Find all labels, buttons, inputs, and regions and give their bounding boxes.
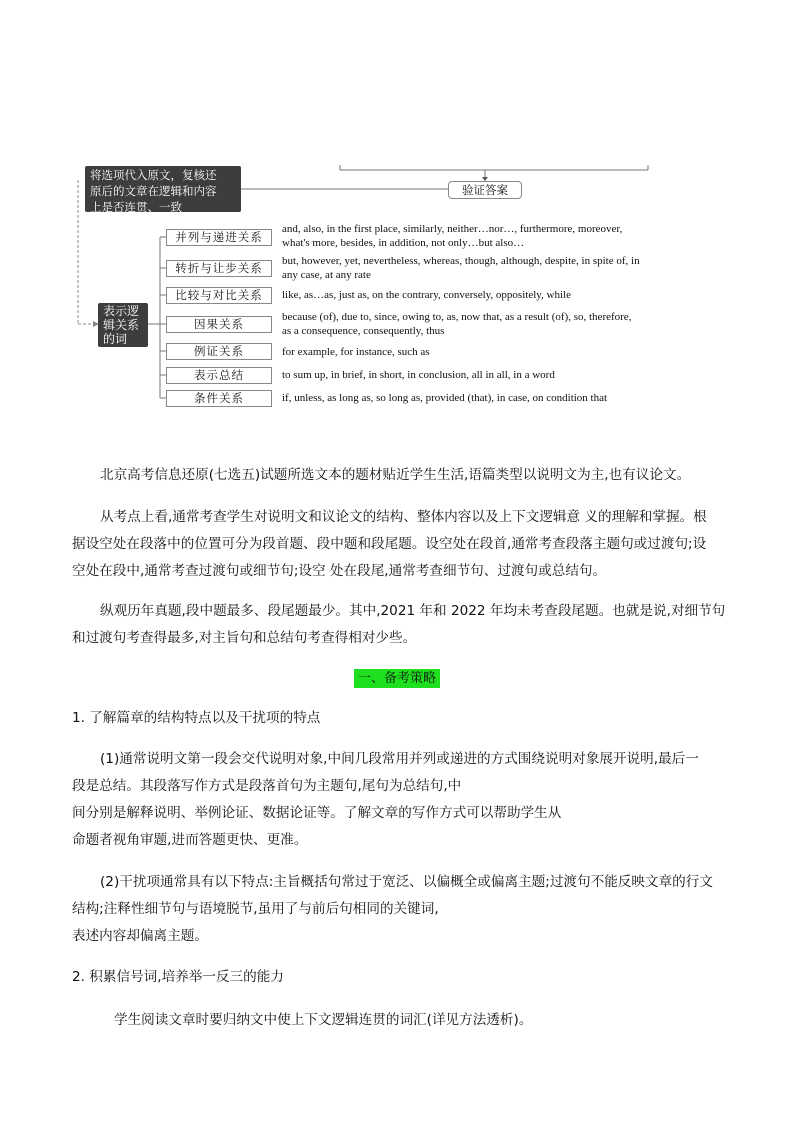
item-1-paragraph-1: [72, 746, 722, 854]
relation-words-line: and, also, in the first place, similarly, neither…nor…, furthermore, moreover,: [282, 223, 623, 235]
logic-words-box: [98, 303, 148, 347]
relation-words-line: like, as…as, just as, on the contrary, conversely, oppositely, while: [282, 289, 571, 301]
paragraph-line: 从考点上看,通常考查学生对说明文和议论文的结构、整体内容以及上下文逻辑意 义的理解和掌握。根: [100, 509, 707, 525]
relation-label: 比较与对比关系: [166, 287, 272, 304]
item-2-title: 2. 积累信号词,培养举一反三的能力: [72, 969, 284, 985]
paragraph-intro: 北京高考信息还原(七选五)试题所选文本的题材贴近学生生活,语篇类型以说明文为主,也有议论文。: [100, 467, 691, 483]
verify-note-line: 上是否连贯、一致: [90, 200, 182, 214]
paragraph-line: 间分别是解释说明、举例论证、数据论证等。了解文章的写作方式可以帮助学生从: [72, 805, 562, 821]
paragraph-test-points: [72, 504, 722, 585]
verify-note-box: [85, 166, 241, 212]
relation-words: [282, 391, 742, 405]
paragraph-line: 段是总结。其段落写作方式是段落首句为主题句,尾句为总结句,中: [72, 778, 462, 794]
paragraph-line: (2)干扰项通常具有以下特点:主旨概括句常过于宽泛、以偏概全或偏离主题;过渡句不能反映文章的行文: [100, 874, 713, 890]
verify-note-line: 原后的文章在逻辑和内容: [90, 184, 217, 198]
relation-words-line: any case, at any rate: [282, 269, 371, 281]
relation-words: [282, 288, 742, 302]
paragraph-line: 命题者视角审题,进而答题更快、更准。: [72, 832, 308, 848]
paragraph-line: (1)通常说明文第一段会交代说明对象,中间几段常用并列或递进的方式围绕说明对象展开说明,最后一: [100, 751, 699, 767]
relation-words-line: but, however, yet, nevertheless, whereas, though, although, despite, in spite of, in: [282, 255, 640, 267]
paragraph-line: 表述内容却偏离主题。: [72, 928, 208, 944]
verify-note-line: 将选项代入原文，复核还: [90, 168, 217, 182]
paragraph-line: 空处在段中,通常考查过渡句或细节句;设空 处在段尾,通常考查细节句、过渡句或总结句。: [72, 563, 607, 579]
paragraph-line: 结构;注释性细节句与语境脱节,虽用了与前后句相同的关键词,: [72, 901, 439, 917]
relation-words-line: for example, for instance, such as: [282, 346, 430, 358]
paragraph-history: [72, 598, 726, 652]
item-2-paragraph: 学生阅读文章时要归纳文中使上下文逻辑连贯的词汇(详见方法透析)。: [114, 1012, 533, 1028]
paragraph-line: 据设空处在段落中的位置可分为段首题、段中题和段尾题。设空处在段首,通常考查段落主题句或过渡句;设: [72, 536, 707, 552]
verify-answer-box: 验证答案: [448, 181, 522, 199]
logic-box-line: 辑关系: [103, 318, 140, 332]
relation-words: [282, 222, 742, 250]
logic-box-line: 表示逻: [103, 304, 140, 318]
relation-label: 例证关系: [166, 343, 272, 360]
relation-label: 条件关系: [166, 390, 272, 407]
relation-words-line: if, unless, as long as, so long as, provided (that), in case, on condition that: [282, 392, 608, 404]
relation-words: [282, 368, 742, 382]
item-1-paragraph-2: [72, 869, 722, 950]
relation-words-line: what's more, besides, in addition, not only…but also…: [282, 237, 525, 249]
relation-words-line: to sum up, in brief, in short, in conclusion, all in all, in a word: [282, 369, 555, 381]
relation-words: [282, 345, 742, 359]
item-1-title: 1. 了解篇章的结构特点以及干扰项的特点: [72, 710, 321, 726]
relation-words-line: because (of), due to, since, owing to, as, now that, as a result (of), so, therefore,: [282, 311, 632, 323]
relation-label: 并列与递进关系: [166, 229, 272, 246]
paragraph-line: 纵观历年真题,段中题最多、段尾题最少。其中,2021 年和 2022 年均未考查段尾题。也就是说,对细节句: [100, 603, 726, 619]
section-heading: 一、备考策略: [354, 669, 440, 688]
relation-label: 表示总结: [166, 367, 272, 384]
relation-words-line: as a consequence, consequently, thus: [282, 325, 445, 337]
relation-label: 转折与让步关系: [166, 260, 272, 277]
logic-diagram: [0, 0, 794, 420]
logic-box-line: 的词: [103, 332, 128, 346]
relation-words: [282, 310, 742, 338]
relation-words: [282, 254, 742, 282]
relation-label: 因果关系: [166, 316, 272, 333]
paragraph-line: 和过渡句考查得最多,对主旨句和总结句考查得相对少些。: [72, 630, 417, 646]
